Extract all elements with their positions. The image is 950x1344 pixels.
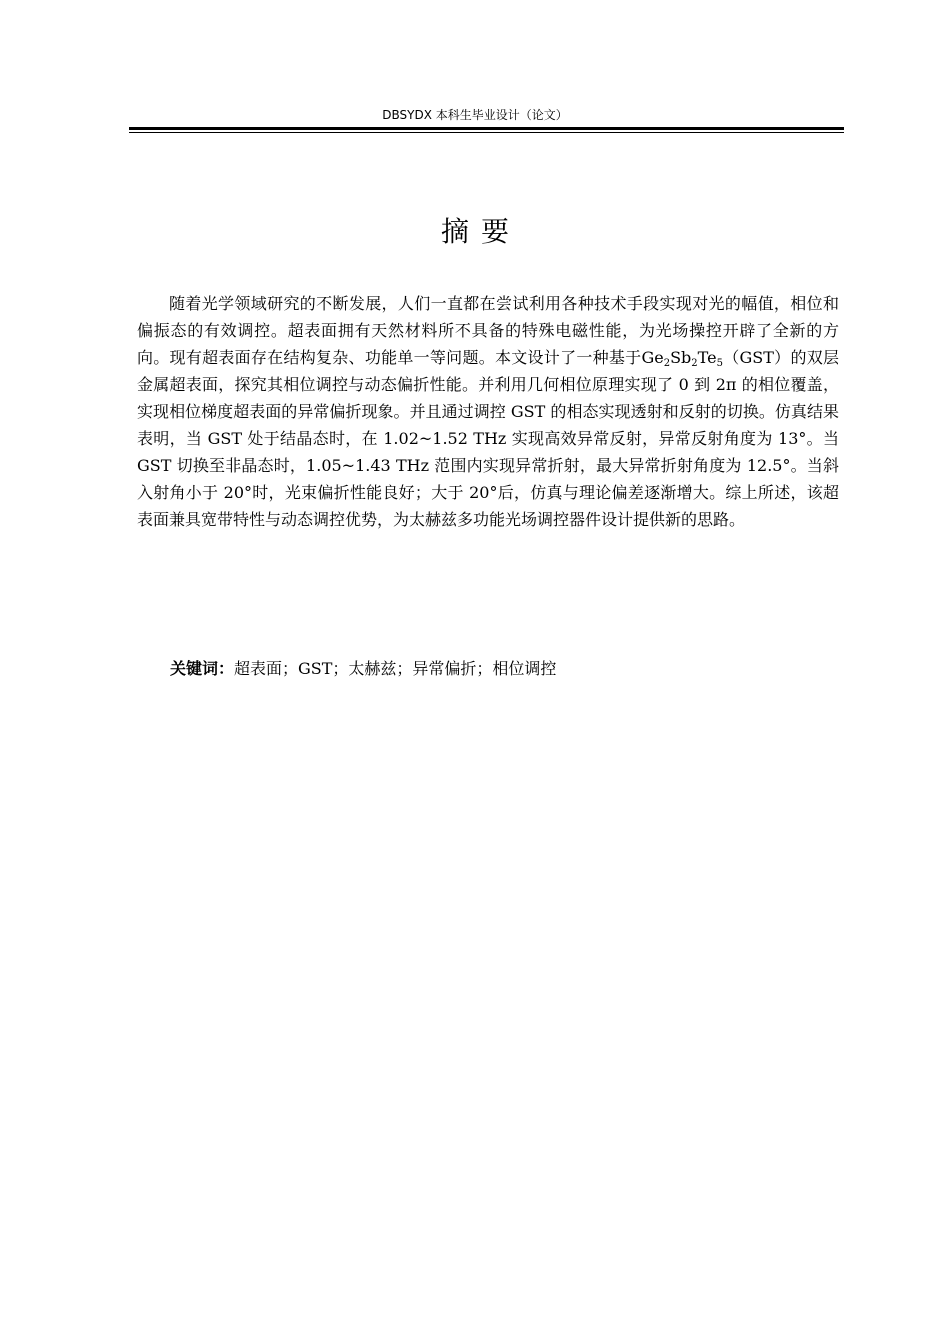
formula-sub-2a: 2 [663,358,671,369]
keywords-label: 关键词： [170,659,235,678]
formula-ge: Ge [641,348,664,367]
abstract-paragraph [137,290,839,533]
keywords-line [170,655,830,682]
running-header: DBSYDX 本科生毕业设计（论文） [382,108,568,122]
keywords-items: 超表面；GST；太赫兹；异常偏折；相位调控 [234,659,557,678]
formula-sb: Sb [670,348,692,367]
abstract-text-part2: （GST）的双层金属超表面，探究其相位调控与动态偏折性能。并利用几何相位原理实现了 0 到 2π 的相位覆盖，实现相位梯度超表面的异常偏折现象。并且通过调控 GST 的相态实现透射和反射的切换。仿真结果表明，当 GST 处于结晶态时，在 1.02~1.52 THz 实现高效异常反射，异常反射角度为 13°。当 GST 切换至非晶态时，1.05~1.43 THz 范围内实现异常折射，最大异常折射角度为 12.5°。当斜入射角小于 20°时，光束偏折性能良好；大于 20°后，仿真与理论偏差逐渐增大。综上所述，该超表面兼具宽带特性与动态调控优势，为太赫兹多功能光场调控器件设计提供新的思路。 [137,348,839,529]
page-title: 摘要 [440,215,521,248]
formula-sub-5: 5 [716,358,723,369]
abstract-text-part1: 随着光学领域研究的不断发展，人们一直都在尝试利用各种技术手段实现对光的幅值，相位和偏振态的有效调控。超表面拥有天然材料所不具备的特殊电磁性能，为光场操控开辟了全新的方向。现有超表面存在结构复杂、功能单一等问题。本文设计了一种基于 [137,294,839,367]
header-rule-thin [129,132,844,133]
formula-sub-2b: 2 [691,358,698,369]
formula-te: Te [697,348,717,367]
header-rule-thick [129,127,844,130]
